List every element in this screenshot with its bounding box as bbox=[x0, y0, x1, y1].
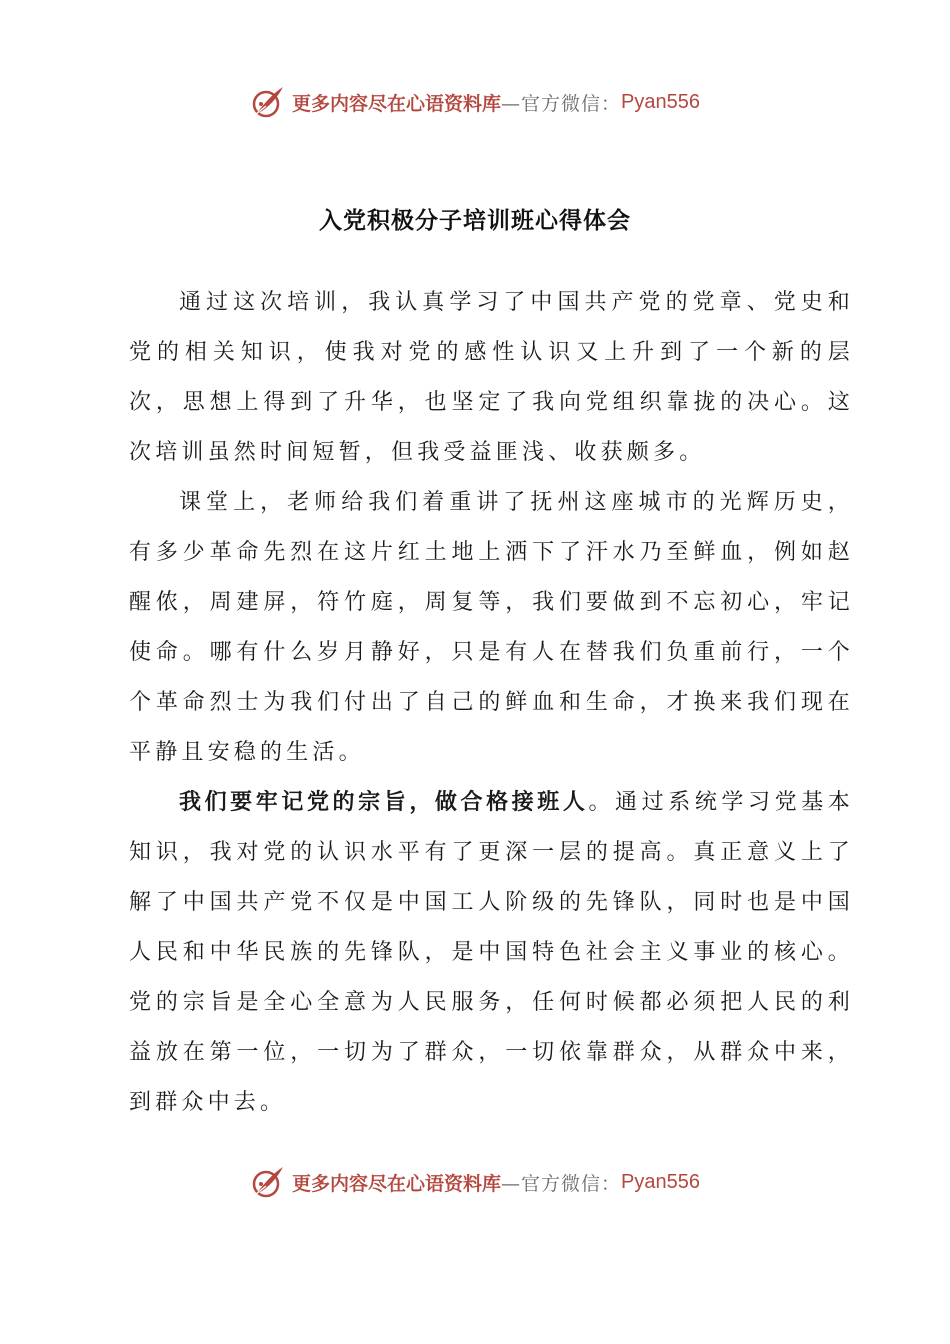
paragraph-3 bbox=[129, 778, 854, 1128]
banner-text bbox=[292, 1169, 700, 1196]
banner-text bbox=[292, 89, 700, 116]
paragraph-2 bbox=[129, 478, 854, 778]
banner-wechat-id: Pyan556 bbox=[621, 90, 700, 113]
banner-brand-text: 更多内容尽在心语资料库 bbox=[292, 1172, 502, 1195]
banner-brand-text: 更多内容尽在心语资料库 bbox=[292, 92, 502, 115]
paragraph-text: 课堂上，老师给我们着重讲了抚州这座城市的光辉历史，有多少革命先烈在这片红土地上洒下了汗水乃至鲜血，例如赵醒侬，周建屏，符竹庭，周复等，我们要做到不忘初心，牢记使命。哪有什么岁月静好，只是有人在替我们负重前行，一个个革命烈士为我们付出了自己的鲜血和生命，才换来我们现在平静且安稳的生活。 bbox=[129, 490, 854, 765]
header-banner bbox=[0, 82, 950, 122]
document-body bbox=[129, 278, 854, 1128]
paragraph-bold-lead: 我们要牢记党的宗旨，做合格接班人 bbox=[179, 790, 589, 815]
banner-separator-text: —官方微信： bbox=[501, 1172, 622, 1195]
paragraph-1 bbox=[129, 278, 854, 478]
document-title: 入党积极分子培训班心得体会 bbox=[319, 208, 631, 234]
paragraph-text: 通过这次培训，我认真学习了中国共产党的党章、党史和党的相关知识，使我对党的感性认识又上升到了一个新的层次，思想上得到了升华，也坚定了我向党组织靠拢的决心。这次培训虽然时间短暂，但我受益匪浅、收获颇多。 bbox=[129, 290, 854, 465]
footer-banner bbox=[0, 1162, 950, 1202]
quill-pen-logo-icon bbox=[250, 1164, 286, 1200]
paragraph-text: 。通过系统学习党基本知识，我对党的认识水平有了更深一层的提高。真正意义上了解了中国共产党不仅是中国工人阶级的先锋队，同时也是中国人民和中华民族的先锋队，是中国特色社会主义事业的核心。党的宗旨是全心全意为人民服务，任何时候都必须把人民的利益放在第一位，一切为了群众，一切依靠群众，从群众中来，到群众中去。 bbox=[129, 790, 854, 1115]
banner-wechat-id: Pyan556 bbox=[621, 1170, 700, 1193]
quill-pen-logo-icon bbox=[250, 84, 286, 120]
banner-separator-text: —官方微信： bbox=[501, 92, 622, 115]
